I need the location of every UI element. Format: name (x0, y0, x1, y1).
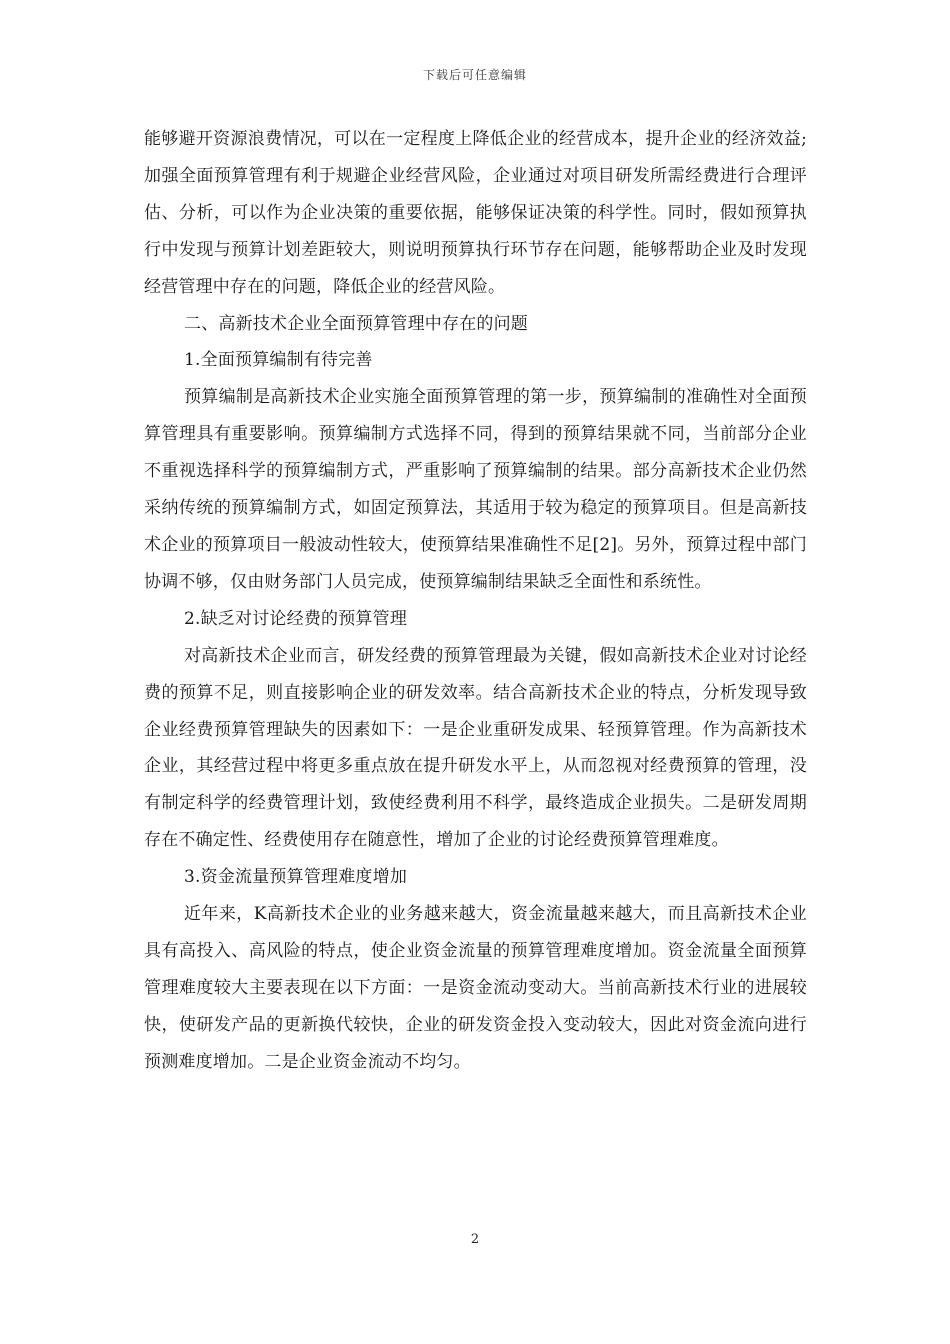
paragraph-budget-preparation: 预算编制是高新技术企业实施全面预算管理的第一步，预算编制的准确性对全面预算管理具有重要影响。预算编制方式选择不同，得到的预算结果就不同，当前部分企业不重视选择科学的预算编制方式，严重影响了预算编制的结果。部分高新技术企业仍然采纳传统的预算编制方式，如固定预算法，其适用于较为稳定的预算项目。但是高新技术企业的预算项目一般波动性较大，使预算结果准确性不足[2]。另外，预算过程中部门协调不够，仅由财务部门人员完成，使预算编制结果缺乏全面性和系统性。 (144, 387, 807, 592)
subsection-heading-3: 3.资金流量预算管理难度增加 (184, 867, 408, 888)
paragraph-continuation: 能够避开资源浪费情况，可以在一定程度上降低企业的经营成本，提升企业的经济效益;加强全面预算管理有利于规避企业经营风险，企业通过对项目研发所需经费进行合理评估、分析，可以作为企业决策的重要依据，能够保证决策的科学性。同时，假如预算执行中发现与预算计划差距较大，则说明预算执行环节存在问题，能够帮助企业及时发现经营管理中存在的问题，降低企业的经营风险。 (144, 129, 807, 297)
subsection-heading-2: 2.缺乏对讨论经费的预算管理 (184, 608, 408, 629)
section-heading: 二、高新技术企业全面预算管理中存在的问题 (184, 313, 528, 334)
paragraph-cash-flow: 近年来，K高新技术企业的业务越来越大，资金流量越来越大，而且高新技术企业具有高投入、高风险的特点，使企业资金流量的预算管理难度增加。资金流量全面预算管理难度较大主要表现在以下方面：一是资金流动变动大。当前高新技术行业的进展较快，使研发产品的更新换代较快，企业的研发资金投入变动较大，因此对资金流向进行预测难度增加。二是企业资金流动不均匀。 (144, 904, 807, 1072)
page-number: 2 (470, 1232, 480, 1247)
paragraph-research-funding: 对高新技术企业而言，研发经费的预算管理最为关键，假如高新技术企业对讨论经费的预算不足，则直接影响企业的研发效率。结合高新技术企业的特点，分析发现导致企业经费预算管理缺失的因素如下：一是企业重研发成果、轻预算管理。作为高新技术企业，其经营过程中将更多重点放在提升研发水平上，从而忽视对经费预算的管理，没有制定科学的经费管理计划，致使经费利用不科学，最终造成企业损失。二是研发周期存在不确定性、经费使用存在随意性，增加了企业的讨论经费预算管理难度。 (144, 645, 807, 851)
page-header: 下载后可任意编辑 (422, 68, 527, 82)
document-body (144, 121, 807, 1081)
subsection-heading-1: 1.全面预算编制有待完善 (184, 350, 373, 371)
